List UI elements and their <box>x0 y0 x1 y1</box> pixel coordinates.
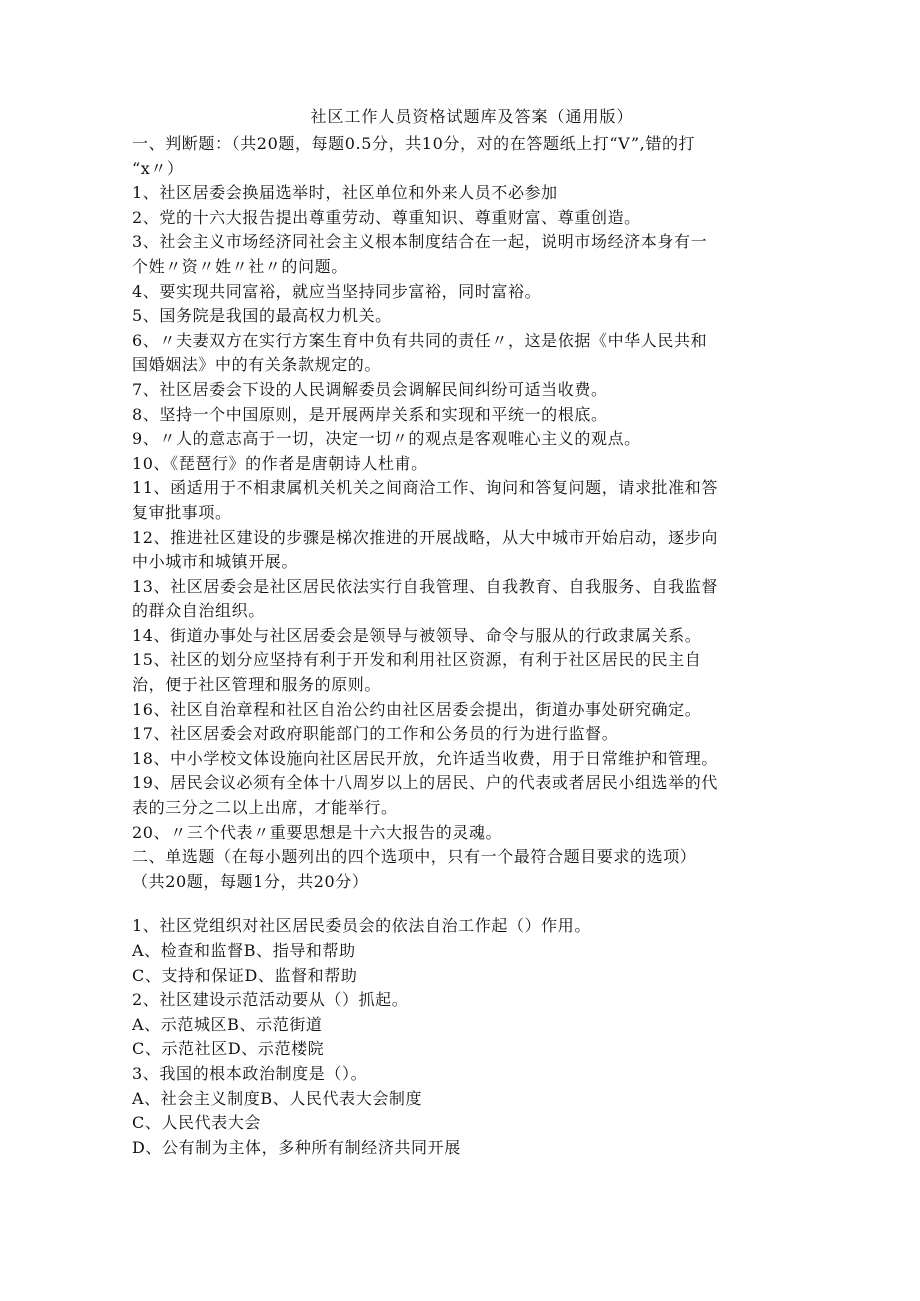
judgement-question-line: 12、推进社区建设的步骤是梯次推进的开展战略，从大中城市开始启动，逐步向 <box>132 527 718 547</box>
choice-option-line: A、检查和监督B、指导和帮助 <box>132 941 356 960</box>
judgement-question-line: 6、〃夫妻双方在实行方案生育中负有共同的责任〃，这是依据《中华人民共和 <box>132 330 708 350</box>
judgement-question-line: 9、〃人的意志高于一切，决定一切〃的观点是客观唯心主义的观点。 <box>132 429 641 449</box>
document-title: 社区工作人员资格试题库及答案（通用版） <box>310 107 634 126</box>
judgement-question-line: 20、〃三个代表〃重要思想是十六大报告的灵魂。 <box>132 822 503 842</box>
judgement-question-list <box>132 181 792 845</box>
section-1-header: 一、判断题：（共20题，每题0.5分，共10分，对的在答题纸上打“V”,错的打 <box>132 134 696 153</box>
choice-option-line: D、公有制为主体，多种所有制经济共同开展 <box>132 1137 461 1157</box>
judgement-question-line: 4、要实现共同富裕，就应当坚持同步富裕，同时富裕。 <box>132 281 542 301</box>
choice-option-line: A、示范城区B、示范街道 <box>132 1014 323 1034</box>
judgement-question-line: 13、社区居委会是社区居民依法实行自我管理、自我教育、自我服务、自我监督 <box>132 576 718 596</box>
judgement-question-line: 11、函适用于不相隶属机关机关之间商洽工作、询问和答复问题，请求批准和答 <box>132 478 718 498</box>
choice-question-line: 3、我国的根本政治制度是（）。 <box>132 1063 368 1083</box>
judgement-question-line: 19、居民会议必须有全体十八周岁以上的居民、户的代表或者居民小组选举的代 <box>132 773 718 793</box>
judgement-question-line: 8、坚持一个中国原则，是开展两岸关系和实现和平统一的根底。 <box>132 404 608 424</box>
judgement-question-line: 表的三分之二以上出席，才能举行。 <box>132 798 398 818</box>
judgement-question-line: 1、社区居委会换届选举时，社区单位和外来人员不必参加 <box>132 183 558 203</box>
judgement-question-line: 18、中小学校文体设施向社区居民开放，允许适当收费，用于日常维护和管理。 <box>132 748 718 768</box>
judgement-question-line: 复审批事项。 <box>132 502 232 522</box>
judgement-question-line: 2、党的十六大报告提出尊重劳动、尊重知识、尊重财富、尊重创造。 <box>132 207 641 227</box>
judgement-question-line: 5、国务院是我国的最高权力机关。 <box>132 306 392 326</box>
choice-option-line: C、人民代表大会 <box>132 1113 262 1133</box>
choice-option-line: A、社会主义制度B、人民代表大会制度 <box>132 1088 423 1108</box>
section-2-header: 二、单选题（在每小题列出的四个选项中，只有一个最符合题目要求的选项） <box>132 847 697 867</box>
judgement-question-line: 治，便于社区管理和服务的原则。 <box>132 675 382 695</box>
judgement-question-line: 的群众自治组织。 <box>132 601 265 621</box>
judgement-question-line: 7、社区居委会下设的人民调解委员会调解民间纠纷可适当收费。 <box>132 379 608 399</box>
choice-option-line: C、示范社区D、示范楼院 <box>132 1039 325 1059</box>
section-1-header-cont: “x〃） <box>132 158 184 178</box>
judgement-question-line: 个姓〃资〃姓〃社〃的问题。 <box>132 256 348 276</box>
judgement-question-line: 10、《琵琶行》的作者是唐朝诗人杜甫。 <box>132 453 428 473</box>
choice-option-line: C、支持和保证D、监督和帮助 <box>132 965 358 985</box>
section-2-header-cont: （共20题，每题1分，共20分） <box>132 871 369 891</box>
judgement-question-line: 14、街道办事处与社区居委会是领导与被领导、命令与服从的行政隶属关系。 <box>132 625 702 645</box>
single-choice-list <box>132 914 792 1160</box>
judgement-question-line: 3、社会主义市场经济同社会主义根本制度结合在一起，说明市场经济本身有一 <box>132 232 708 252</box>
document-page <box>132 106 792 1160</box>
judgement-question-line: 15、社区的划分应坚持有利于开发和利用社区资源，有利于社区居民的民主自 <box>132 650 702 670</box>
judgement-question-line: 16、社区自治章程和社区自治公约由社区居委会提出，街道办事处研究确定。 <box>132 699 702 719</box>
choice-question-line: 2、社区建设示范活动要从（）抓起。 <box>132 990 409 1010</box>
judgement-question-line: 17、社区居委会对政府职能部门的工作和公务员的行为进行监督。 <box>132 724 619 744</box>
judgement-question-line: 国婚姻法》中的有关条款规定的。 <box>132 355 382 375</box>
judgement-question-line: 中小城市和城镇开展。 <box>132 552 299 572</box>
choice-question-line: 1、社区党组织对社区居民委员会的依法自治工作起（）作用。 <box>132 916 591 936</box>
